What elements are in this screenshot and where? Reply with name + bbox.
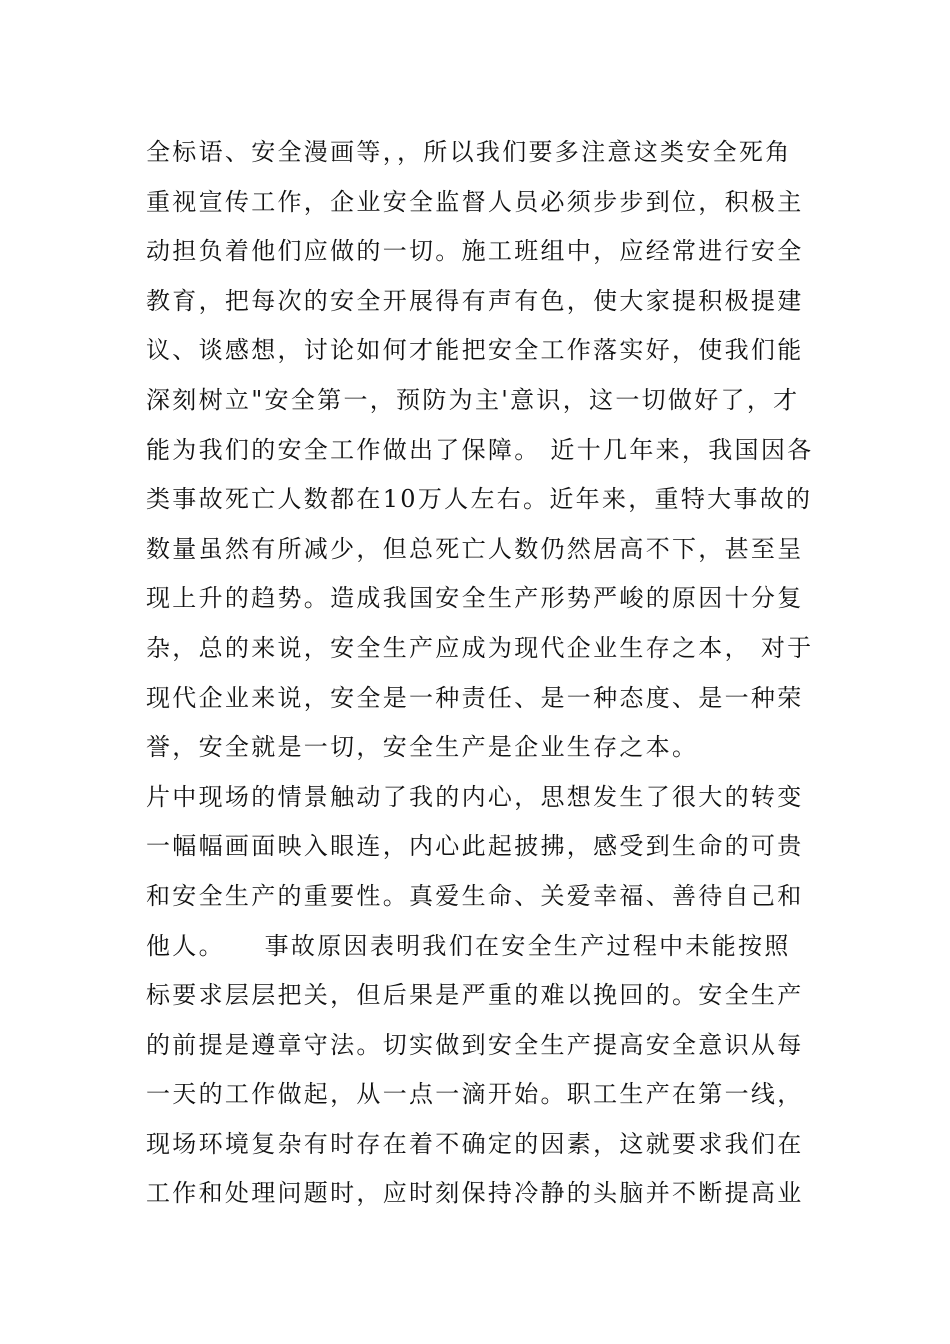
text-line-8: 类事故死亡人数都在10万人左右。近年来，重特大事故的	[146, 485, 813, 514]
text-line-10: 现上升的趋势。造成我国安全生产形势严峻的原因十分复	[146, 584, 804, 613]
text-line-17: 他人。 事故原因表明我们在安全生产过程中未能按照	[146, 931, 791, 960]
text-line-15: 一幅幅画面映入眼连，内心此起披拂，感受到生命的可贵	[146, 832, 804, 861]
text-line-18: 标要求层层把关，但后果是严重的难以挽回的。安全生产	[146, 981, 804, 1010]
text-line-5: 议、谈感想，讨论如何才能把安全工作落实好，使我们能	[146, 336, 804, 365]
text-line-4: 教育，把每次的安全开展得有声有色，使大家提积极提建	[146, 286, 804, 315]
text-line-2: 重视宣传工作，企业安全监督人员必须步步到位，积极主	[146, 187, 804, 216]
text-line-11: 杂，总的来说，安全生产应成为现代企业生存之本， 对于	[146, 633, 814, 662]
body-text	[146, 128, 816, 1219]
text-line-20: 一天的工作做起，从一点一滴开始。职工生产在第一线，	[146, 1080, 804, 1109]
text-line-1: 全标语、安全漫画等，，所以我们要多注意这类安全死角	[146, 138, 792, 166]
text-line-7: 能为我们的安全工作做出了保障。 近十几年来，我国因各	[146, 435, 814, 464]
text-line-14: 片中现场的情景触动了我的内心，思想发生了很大的转变	[146, 782, 804, 811]
text-line-13: 誉，安全就是一切，安全生产是企业生存之本。	[146, 733, 699, 762]
text-line-9: 数量虽然有所减少，但总死亡人数仍然居高不下，甚至呈	[146, 534, 804, 563]
text-line-16: 和安全生产的重要性。真爱生命、关爱幸福、善待自己和	[146, 881, 804, 910]
text-line-22: 工作和处理问题时，应时刻保持冷静的头脑并不断提高业	[146, 1179, 804, 1208]
text-line-19: 的前提是遵章守法。切实做到安全生产提高安全意识从每	[146, 1030, 804, 1059]
text-line-6: 深刻树立"安全第一，预防为主'意识，这一切做好了，才	[146, 385, 800, 414]
text-line-3: 动担负着他们应做的一切。施工班组中，应经常进行安全	[146, 237, 804, 266]
text-line-21: 现场环境复杂有时存在着不确定的因素，这就要求我们在	[146, 1129, 804, 1158]
text-line-12: 现代企业来说，安全是一种责任、是一种态度、是一种荣	[146, 683, 804, 712]
